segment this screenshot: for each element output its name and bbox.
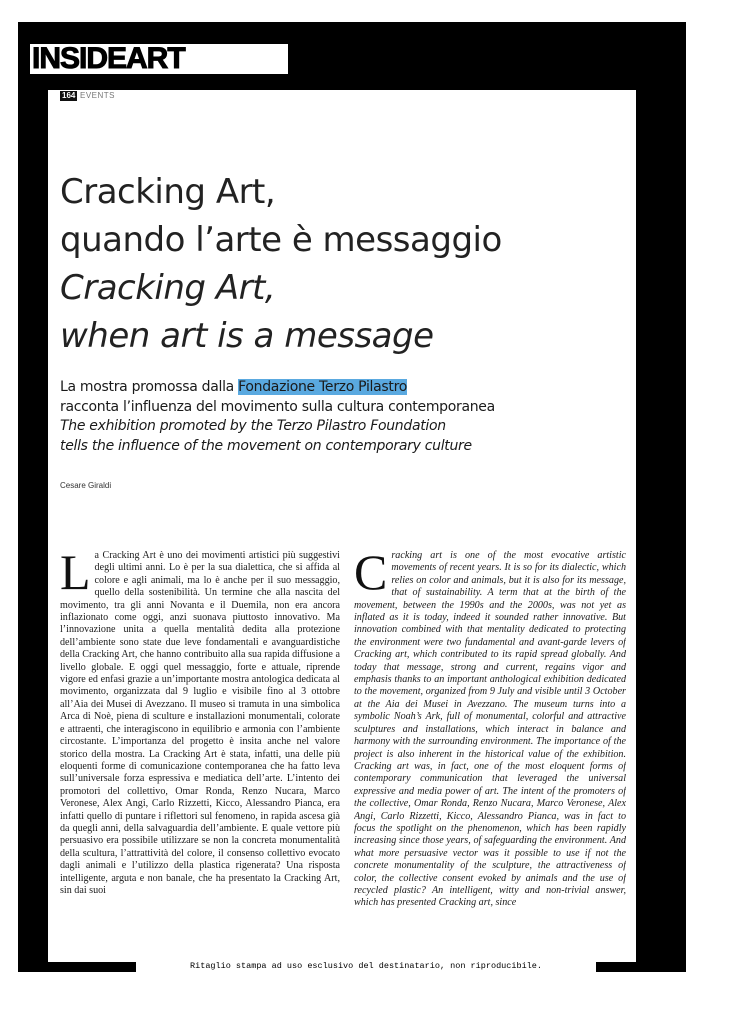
- body-column-english: [354, 550, 626, 962]
- dropcap-english: C: [354, 550, 388, 600]
- title-italian-line2: quando l’arte è messaggio: [60, 220, 502, 260]
- body-column-italian: [60, 550, 340, 962]
- title-english-line1: Cracking Art,: [60, 268, 276, 308]
- body-text-italian: a Cracking Art è uno dei movimenti artistici più suggestivi degli ultimi anni. Lo è per la sua dialettica, che si affida al colore e agli animali, ma lo è anche per il suo messaggio, quello della sostenibilità. Un termine che alla nascita del movimento, tra gli anni Novanta e il Duemila, non era ancora inflazionato come oggi, anzi suonava piuttosto innovativo. Ma l’innovazione unita a quella mentalità dedita alla protezione dell’ambiente sono state due leve fondamentali e avanguardistiche della Cracking Art, che hanno contribuito alla sua rapida diffusione a livello globale. E oggi quel messaggio, forte e attuale, riprende vigore ed enfasi grazie a un’importante mostra antologica dedicata al movimento, organizzata dal 9 luglio e visibile fino al 3 ottobre all’Aia dei Musei di Avezzano. Il museo si tramuta in una simbolica Arca di Noè, piena di sculture e installazioni monumentali, colorate e attraenti, che interagiscono in equilibrio e armonia con l’ambiente circostante. L’importanza del progetto è insita anche nel valore storico della mostra. La Cracking Art è stata, infatti, una delle più eloquenti forme di comunicazione contemporanea che ha fatto leva sull’universale forza espressiva e mediatica dell’arte. L’intento dei promotori del collettivo, Omar Ronda, Renzo Nucara, Marco Veronese, Alex Angi, Carlo Rizzetti, Kicco, Alessandro Pianca, era infatti quello di puntare i riflettori sul fenomeno, in rapida ascesa già da quegli anni, della salvaguardia dell’ambiente. E quale vettore più persuasivo era possibile utilizzare se non la concreta monumentalità della scultura, l’attrattività del colore, il consenso collettivo evocato dagli animali e l’utilizzo della plastica rigenerata? Una risposta intelligente, arguta e non banale, che ha presentato la Cracking Art, sin dai suoi: [60, 550, 340, 896]
- subtitle-italian-prefix: La mostra promossa dalla: [60, 379, 239, 395]
- clipping-notice: Ritaglio stampa ad uso esclusivo del destinatario, non riproducibile.: [190, 961, 542, 971]
- subtitle-english-line2: tells the influence of the movement on contemporary culture: [60, 438, 472, 454]
- title-italian-line1: Cracking Art,: [60, 172, 276, 212]
- page-number: 164: [62, 91, 76, 100]
- subtitle-italian-line1: [60, 378, 620, 396]
- section-label: EVENTS: [80, 91, 116, 100]
- subtitle-italian-line2: racconta l’influenza del movimento sulla cultura contemporanea: [60, 399, 495, 415]
- author-byline: Cesare Giraldi: [60, 481, 112, 490]
- publication-name: INSIDEART: [32, 42, 185, 75]
- subtitle-english-line1: The exhibition promoted by the Terzo Pilastro Foundation: [60, 418, 446, 434]
- highlighted-foundation-name: Fondazione Terzo Pilastro: [238, 379, 408, 395]
- article-page: [48, 90, 636, 962]
- publication-logo: [30, 44, 288, 74]
- clipping-notice-strip: [136, 960, 596, 972]
- dropcap-italian: L: [60, 550, 91, 600]
- title-english-line2: when art is a message: [60, 316, 434, 356]
- body-text-english: racking art is one of the most evocative artistic movements of recent years. It is so for its dialectic, which relies on color and animals, but it is also for its message, that of sustainability. A term that at the birth of the movement, between the 1990s and the 2000s, was not yet as inflated as it is today, indeed it sounded rather innovative. But innovation combined with that mentality dedicated to protecting the environment were two fundamental and avant-garde levers of Cracking art, which contributed to its rapid spread globally. And today that message, strong and current, regains vigor and emphasis thanks to an important anthological exhibition dedicated to the movement, organized from 9 July and visible until 3 October at the Aia dei Musei in Avezzano. The museum turns into a symbolic Noah’s Ark, full of monumental, colorful and attractive sculptures and installations, which interact in balance and harmony with the surrounding environment. The importance of the project is also inherent in the historical value of the exhibition. Cracking art was, in fact, one of the most eloquent forms of contemporary communication that leveraged the universal expressive and media power of art. The intent of the promoters of the collective, Omar Ronda, Renzo Nucara, Marco Veronese, Alex Angi, Carlo Rizzetti, Kicco, Alessandro Pianca, was in fact to focus the spotlight on the phenomenon, which has been rapidly increasing since those years, of safeguarding the environment. And what more persuasive vector was it possible to use if not the concrete monumentality of the sculpture, the attractiveness of color, the collective consent evoked by animals and the use of recycled plastic? An intelligent, witty and non-trivial answer, which has presented Cracking art, since: [354, 550, 626, 909]
